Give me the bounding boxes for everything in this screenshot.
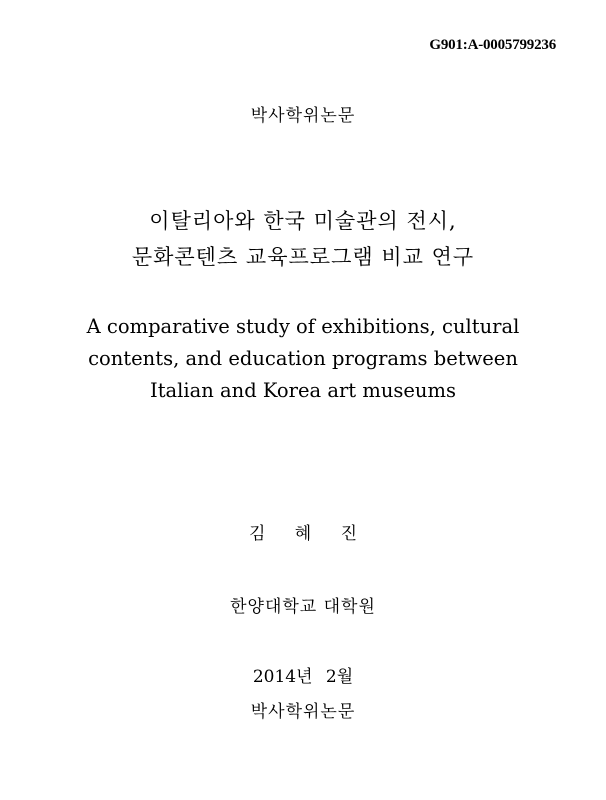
- submission-date: 2014년 2월: [252, 667, 354, 687]
- english-title-line-1: A comparative study of exhibitions, cultural: [86, 315, 520, 338]
- english-title-line-2: contents, and education programs between: [88, 347, 518, 370]
- english-title-line-3: Italian and Korea art museums: [150, 379, 456, 402]
- english-title: [0, 311, 606, 407]
- korean-title-line-1: 이탈리아와 한국 미술관의 전시,: [149, 209, 457, 233]
- degree-type-top: 박사학위논문: [250, 106, 356, 126]
- korean-title-line-2: 문화콘텐츠 교육프로그램 비교 연구: [131, 245, 475, 269]
- document-id: G901:A-0005799236: [429, 37, 556, 53]
- author-name: 김 혜 진: [248, 524, 370, 544]
- university-name: 한양대학교 대학원: [230, 597, 376, 617]
- degree-type-bottom: 박사학위논문: [250, 702, 356, 722]
- korean-title: [0, 203, 606, 275]
